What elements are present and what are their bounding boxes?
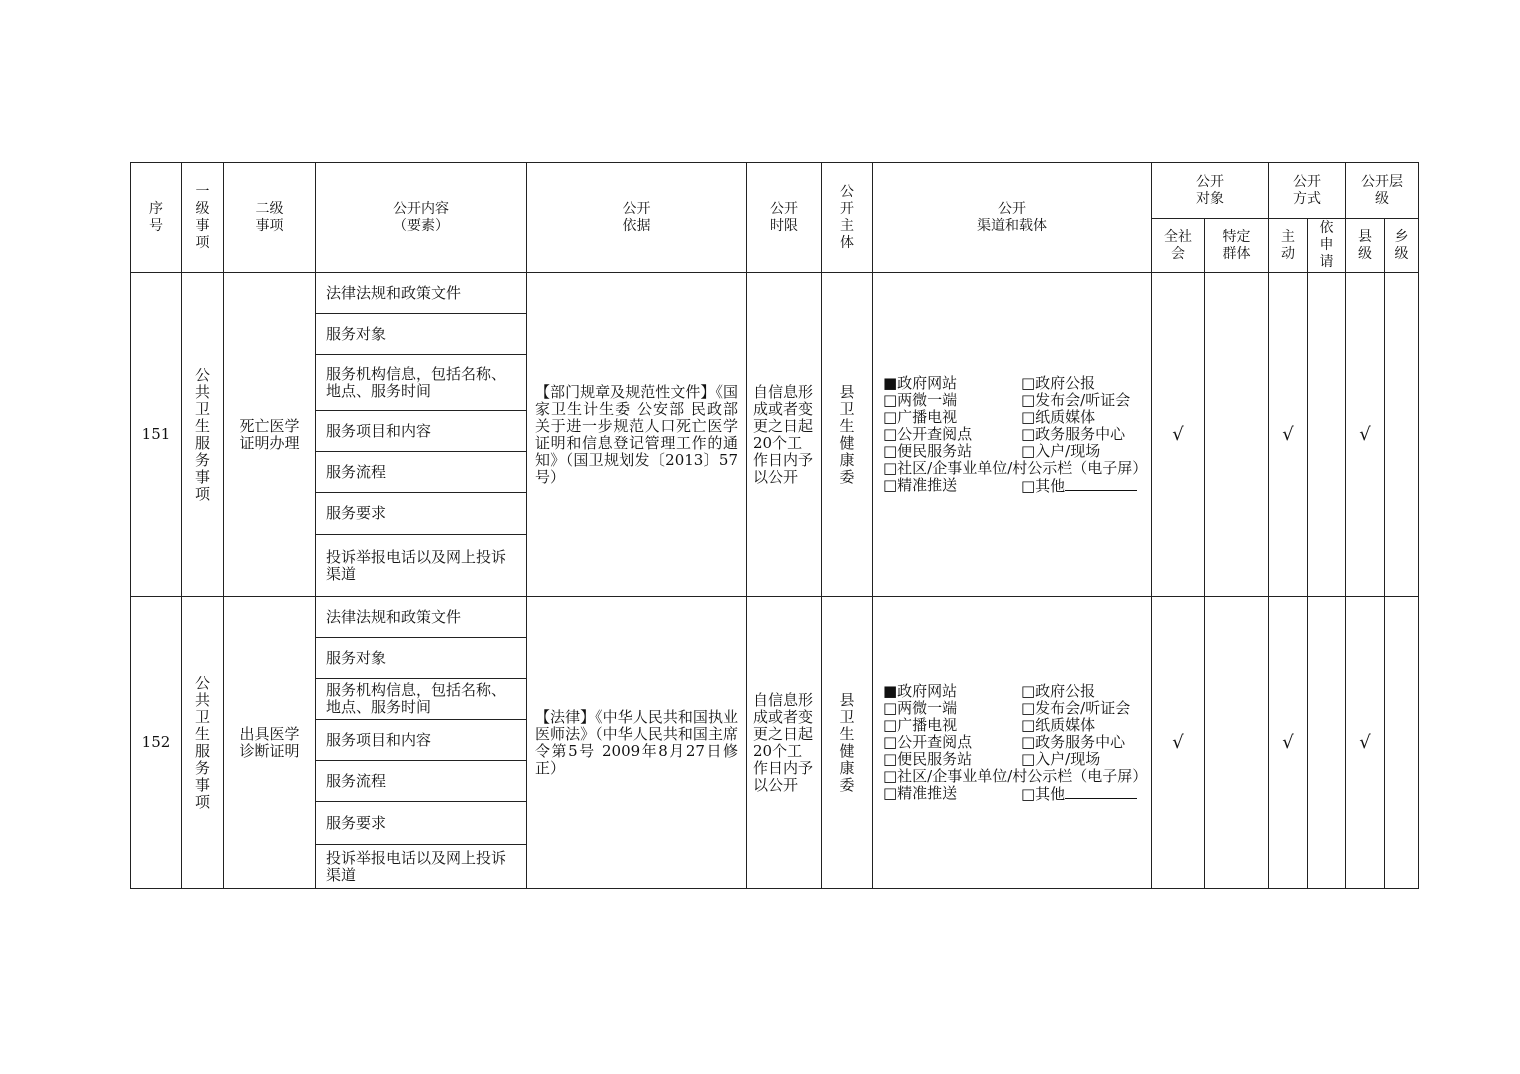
content-item: 服务项目和内容	[316, 720, 527, 761]
channel-gazette: □政府公报	[1021, 373, 1096, 392]
row-target-specific	[1205, 273, 1269, 597]
channel-push: □精准推送	[883, 475, 958, 494]
header-subject: 公开主体	[822, 163, 873, 273]
row-level-county: √	[1346, 273, 1385, 597]
row-subject: 县卫生健康委	[822, 597, 873, 889]
content-item: 服务要求	[316, 802, 527, 845]
row-level2: 死亡医学证明办理	[224, 273, 316, 597]
content-item: 服务机构信息，包括名称、地点、服务时间	[316, 679, 527, 720]
header-level1: 一级事项	[182, 163, 224, 273]
header-level: 公开层级	[1346, 163, 1419, 219]
table-row	[131, 597, 1419, 638]
row-target-all: √	[1152, 597, 1205, 889]
header-level2: 二级 事项	[224, 163, 316, 273]
channel-website: ■政府网站	[883, 681, 958, 700]
channel-onsite: □入户/现场	[1021, 441, 1101, 460]
header-target-all: 全社会	[1152, 219, 1205, 273]
row-method-request	[1308, 273, 1346, 597]
content-item: 服务要求	[316, 493, 527, 535]
channel-two-one: □两微一端	[883, 698, 958, 717]
channel-print: □纸质媒体	[1021, 407, 1096, 426]
table-row	[131, 273, 1419, 314]
channel-two-one: □两微一端	[883, 390, 958, 409]
row-time-limit: 自信息形成或者变更之日起20个工作日内予以公开	[747, 273, 822, 597]
channel-broadcast: □广播电视	[883, 407, 958, 426]
row-basis: 【部门规章及规范性文件】《国家卫生计生委 公安部 民政部关于进一步规范人口死亡医学证明和信息登记管理工作的通知》（国卫规划发〔2013〕57号）	[527, 273, 747, 597]
channel-bulletin: □社区/企事业单位/村公示栏（电子屏）	[883, 458, 1148, 477]
row-seq: 152	[131, 597, 182, 889]
content-item: 服务流程	[316, 761, 527, 802]
header-level-town: 乡级	[1385, 219, 1419, 273]
channel-service-center: □政务服务中心	[1021, 732, 1126, 751]
row-level-town	[1385, 597, 1419, 889]
header-target: 公开 对象	[1152, 163, 1269, 219]
content-item: 服务机构信息，包括名称、地点、服务时间	[316, 355, 527, 411]
row-subject: 县卫生健康委	[822, 273, 873, 597]
row-basis: 【法律】《中华人民共和国执业医师法》（中华人民共和国主席令第5号 2009年8月27日修正）	[527, 597, 747, 889]
header-basis: 公开 依据	[527, 163, 747, 273]
channel-reading: □公开查阅点	[883, 424, 973, 443]
channel-bulletin: □社区/企事业单位/村公示栏（电子屏）	[883, 766, 1148, 785]
channel-push: □精准推送	[883, 783, 958, 802]
content-item: 服务项目和内容	[316, 411, 527, 452]
row-channels	[873, 273, 1152, 597]
header-method-active: 主动	[1269, 219, 1308, 273]
content-item: 服务流程	[316, 452, 527, 493]
channel-convenience: □便民服务站	[883, 441, 973, 460]
row-target-specific	[1205, 597, 1269, 889]
channel-press: □发布会/听证会	[1021, 698, 1131, 717]
channel-convenience: □便民服务站	[883, 749, 973, 768]
content-item: 服务对象	[316, 638, 527, 679]
channel-press: □发布会/听证会	[1021, 390, 1131, 409]
header-method: 公开 方式	[1269, 163, 1346, 219]
channel-website: ■政府网站	[883, 373, 958, 392]
channel-other: □其他	[1021, 477, 1151, 495]
row-level1: 公共卫生服务事项	[182, 273, 224, 597]
header-seq: 序号	[131, 163, 182, 273]
row-level2: 出具医学诊断证明	[224, 597, 316, 889]
row-level-town	[1385, 273, 1419, 597]
channel-onsite: □入户/现场	[1021, 749, 1101, 768]
content-item: 法律法规和政策文件	[316, 597, 527, 638]
header-level-county: 县级	[1346, 219, 1385, 273]
channel-other: □其他	[1021, 785, 1151, 803]
row-level-county: √	[1346, 597, 1385, 889]
channel-print: □纸质媒体	[1021, 715, 1096, 734]
row-method-active: √	[1269, 273, 1308, 597]
row-method-active: √	[1269, 597, 1308, 889]
row-method-request	[1308, 597, 1346, 889]
channel-broadcast: □广播电视	[883, 715, 958, 734]
row-target-all: √	[1152, 273, 1205, 597]
header-content: 公开内容 （要素）	[316, 163, 527, 273]
disclosure-table	[130, 162, 1419, 889]
content-item: 投诉举报电话以及网上投诉渠道	[316, 845, 527, 889]
row-time-limit: 自信息形成或者变更之日起20个工作日内予以公开	[747, 597, 822, 889]
header-target-specific: 特定 群体	[1205, 219, 1269, 273]
content-item: 法律法规和政策文件	[316, 273, 527, 314]
row-channels	[873, 597, 1152, 889]
header-time-limit: 公开 时限	[747, 163, 822, 273]
channel-service-center: □政务服务中心	[1021, 424, 1126, 443]
row-level1: 公共卫生服务事项	[182, 597, 224, 889]
content-item: 服务对象	[316, 314, 527, 355]
content-item: 投诉举报电话以及网上投诉渠道	[316, 535, 527, 597]
header-channels: 公开 渠道和载体	[873, 163, 1152, 273]
channel-reading: □公开查阅点	[883, 732, 973, 751]
row-seq: 151	[131, 273, 182, 597]
header-method-request: 依申请	[1308, 219, 1346, 273]
channel-gazette: □政府公报	[1021, 681, 1096, 700]
